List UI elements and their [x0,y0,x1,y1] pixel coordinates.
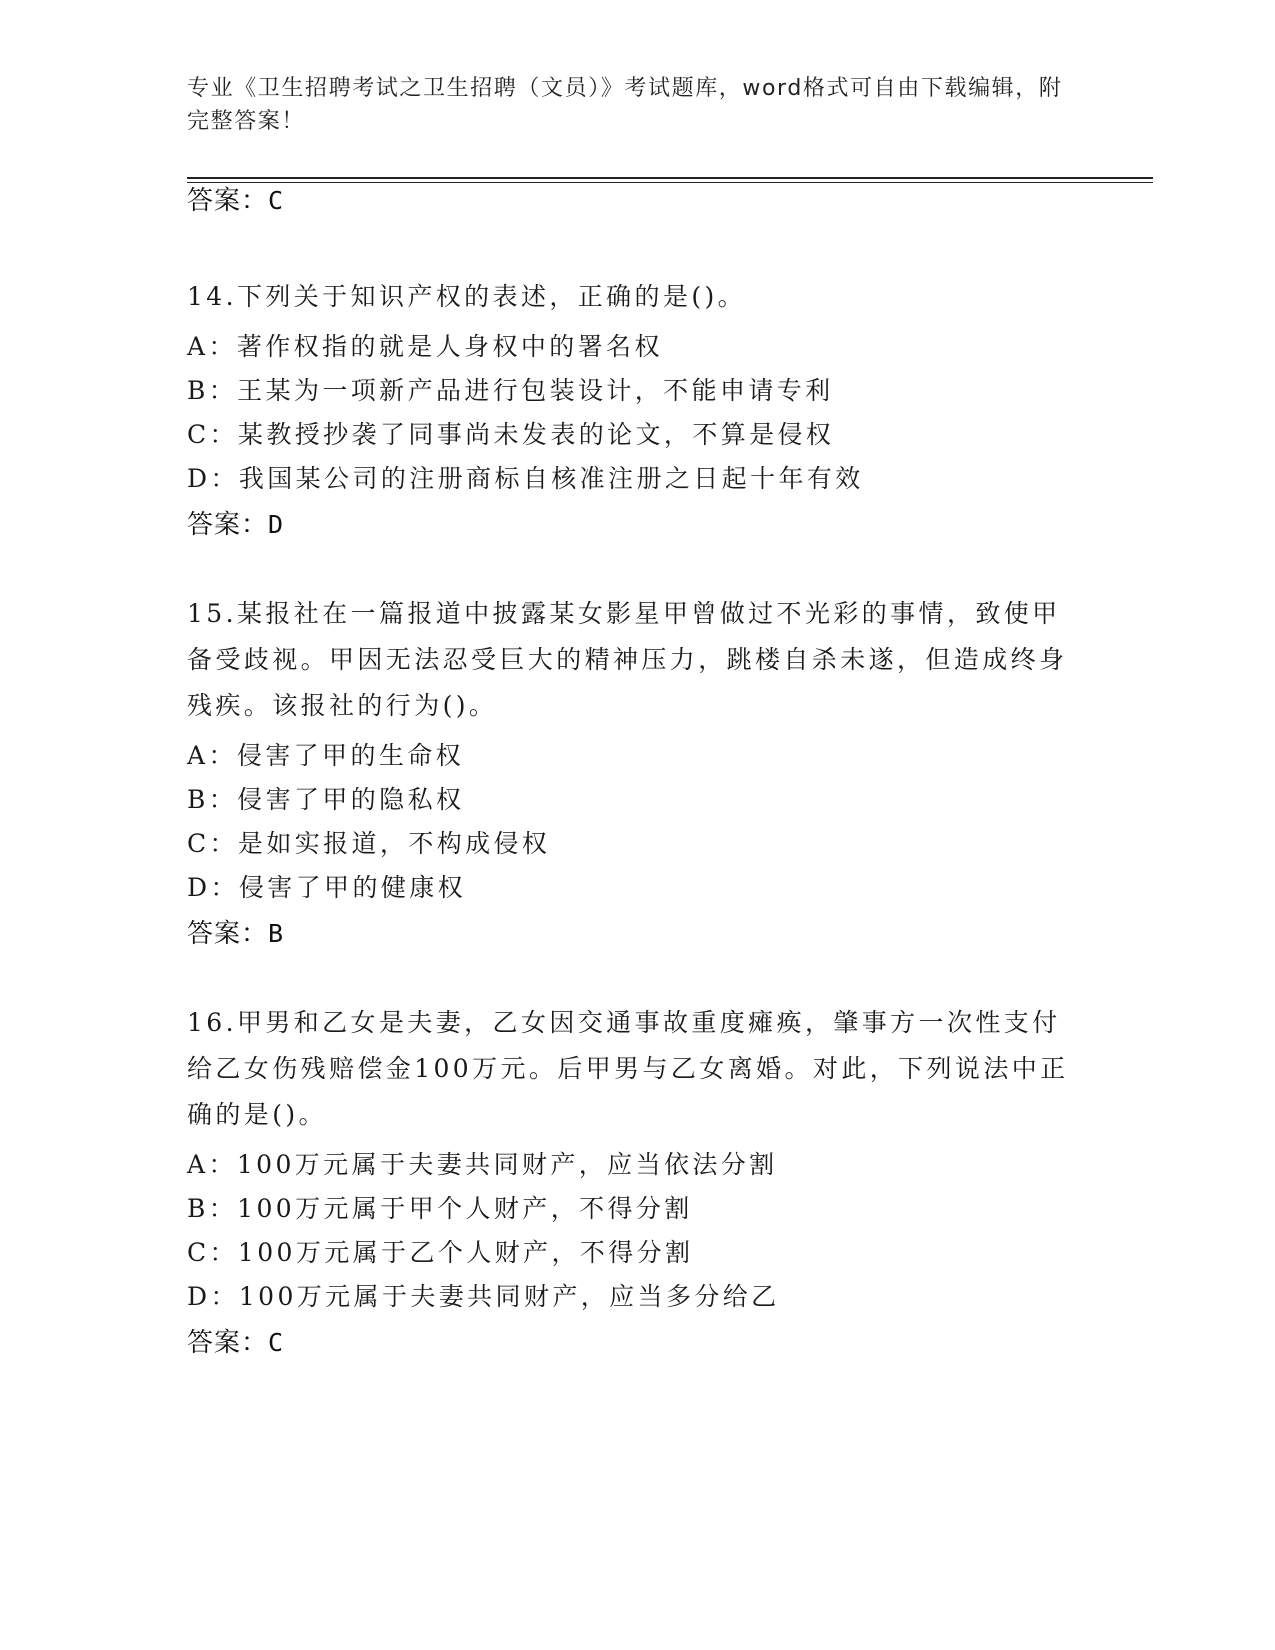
document-header: 专业《卫生招聘考试之卫生招聘（文员）》考试题库，word格式可自由下载编辑，附完整答案！ [187,76,1063,134]
question-14-option-c: C：某教授抄袭了同事尚未发表的论文，不算是侵权 [187,420,835,449]
question-15-option-b: B：侵害了甲的隐私权 [187,785,465,814]
question-14-stem: 14.下列关于知识产权的表述，正确的是()。 [187,282,747,311]
header-divider-thick [187,177,1153,179]
question-14-option-a: A：著作权指的就是人身权中的署名权 [187,332,663,361]
header-divider-thin [187,182,1153,183]
question-15-option-d: D：侵害了甲的健康权 [187,873,467,902]
question-16-option-b: B：100万元属于甲个人财产，不得分割 [187,1194,693,1223]
question-16-option-d: D：100万元属于夫妻共同财产，应当多分给乙 [187,1282,780,1311]
answer-value: B [268,919,285,948]
answer-line-15 [187,917,284,951]
question-14-option-b: B：王某为一项新产品进行包装设计，不能申请专利 [187,376,834,405]
answer-value: C [268,1328,285,1357]
question-16-option-a: A：100万元属于夫妻共同财产，应当依法分割 [187,1150,778,1179]
question-15-option-c: C：是如实报道，不构成侵权 [187,829,551,858]
question-15-stem: 15.某报社在一篇报道中披露某女影星甲曾做过不光彩的事情，致使甲备受歧视。甲因无法忍受巨大的精神压力，跳楼自杀未遂，但造成终身残疾。该报社的行为()。 [187,599,1068,720]
answer-line-14 [187,508,284,542]
question-15-option-a: A：侵害了甲的生命权 [187,741,465,770]
answer-value: C [268,186,285,215]
answer-line-13 [187,184,284,218]
answer-label: 答案： [187,1328,269,1358]
question-16-option-c: C：100万元属于乙个人财产，不得分割 [187,1238,694,1267]
answer-label: 答案： [187,510,269,540]
answer-label: 答案： [187,919,269,949]
answer-line-16 [187,1326,284,1360]
answer-label: 答案： [187,186,269,216]
answer-value: D [268,510,285,539]
question-16-stem: 16.甲男和乙女是夫妻，乙女因交通事故重度瘫痪，肇事方一次性支付给乙女伤残赔偿金100万元。后甲男与乙女离婚。对此，下列说法中正确的是()。 [187,1008,1069,1129]
question-14-option-d: D：我国某公司的注册商标自核准注册之日起十年有效 [187,464,864,493]
